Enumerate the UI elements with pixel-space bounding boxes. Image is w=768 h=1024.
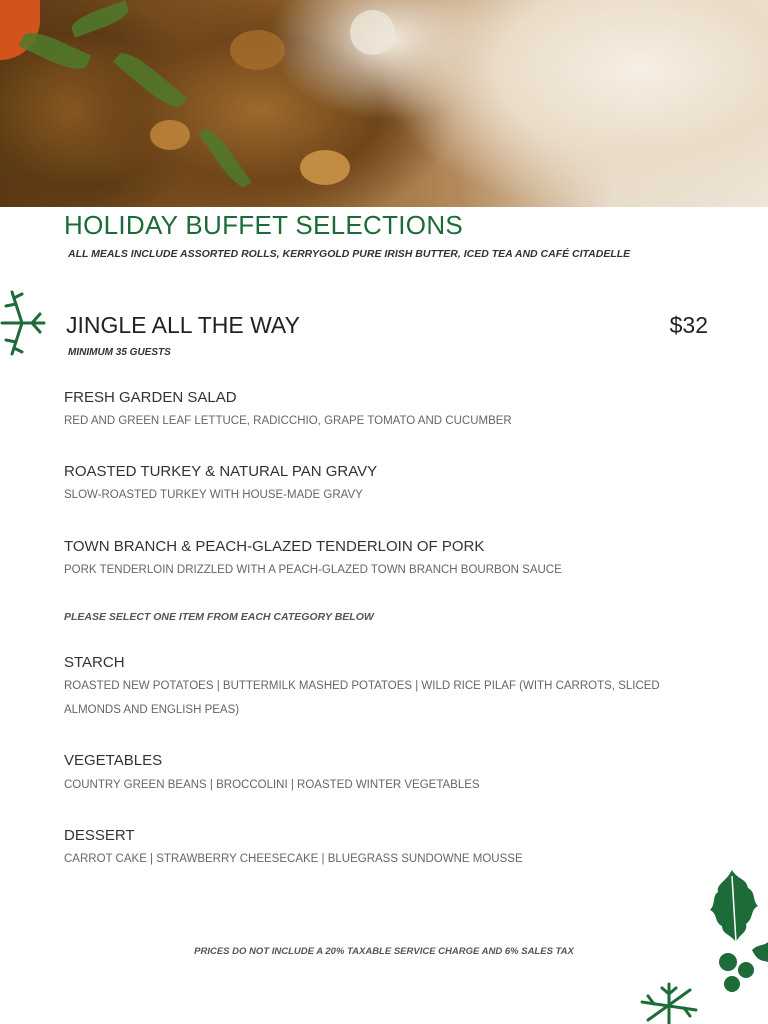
minimum-guests: MINIMUM 35 GUESTS xyxy=(68,347,171,358)
category-title: STARCH xyxy=(64,654,125,671)
snowflake-icon xyxy=(636,980,702,1024)
category-title: VEGETABLES xyxy=(64,752,163,769)
package-name: JINGLE ALL THE WAY xyxy=(66,312,300,338)
page-subtitle: ALL MEALS INCLUDE ASSORTED ROLLS, KERRYGOLD PURE IRISH BUTTER, ICED TEA AND CAFÉ CITADELLE xyxy=(68,248,631,260)
hero-food-photo xyxy=(0,0,768,207)
pricing-footnote: PRICES DO NOT INCLUDE A 20% TAXABLE SERVICE CHARGE AND 6% SALES TAX xyxy=(194,946,574,957)
item-description: SLOW-ROASTED TURKEY WITH HOUSE-MADE GRAVY xyxy=(64,489,363,501)
package-price: $32 xyxy=(669,312,708,338)
item-description: PORK TENDERLOIN DRIZZLED WITH A PEACH-GLAZED TOWN BRANCH BOURBON SAUCE xyxy=(64,564,562,576)
item-title: FRESH GARDEN SALAD xyxy=(64,389,237,406)
category-title: DESSERT xyxy=(64,827,135,844)
item-description: RED AND GREEN LEAF LETTUCE, RADICCHIO, GRAPE TOMATO AND CUCUMBER xyxy=(64,415,512,427)
item-title: TOWN BRANCH & PEACH-GLAZED TENDERLOIN OF PORK xyxy=(64,538,485,555)
category-options: COUNTRY GREEN BEANS | BROCCOLINI | ROASTED WINTER VEGETABLES xyxy=(64,779,480,791)
snowflake-icon xyxy=(0,284,52,362)
category-options: CARROT CAKE | STRAWBERRY CHEESECAKE | BLUEGRASS SUNDOWNE MOUSSE xyxy=(64,853,523,865)
category-options: ROASTED NEW POTATOES | BUTTERMILK MASHED POTATOES | WILD RICE PILAF (WITH CARROTS, SLICED ALMONDS AND ENGLISH PEAS) xyxy=(64,680,660,716)
holly-icon xyxy=(700,866,768,996)
item-title: ROASTED TURKEY & NATURAL PAN GRAVY xyxy=(64,463,378,480)
page-title: HOLIDAY BUFFET SELECTIONS xyxy=(64,210,464,240)
selection-instruction: PLEASE SELECT ONE ITEM FROM EACH CATEGORY BELOW xyxy=(64,611,374,623)
